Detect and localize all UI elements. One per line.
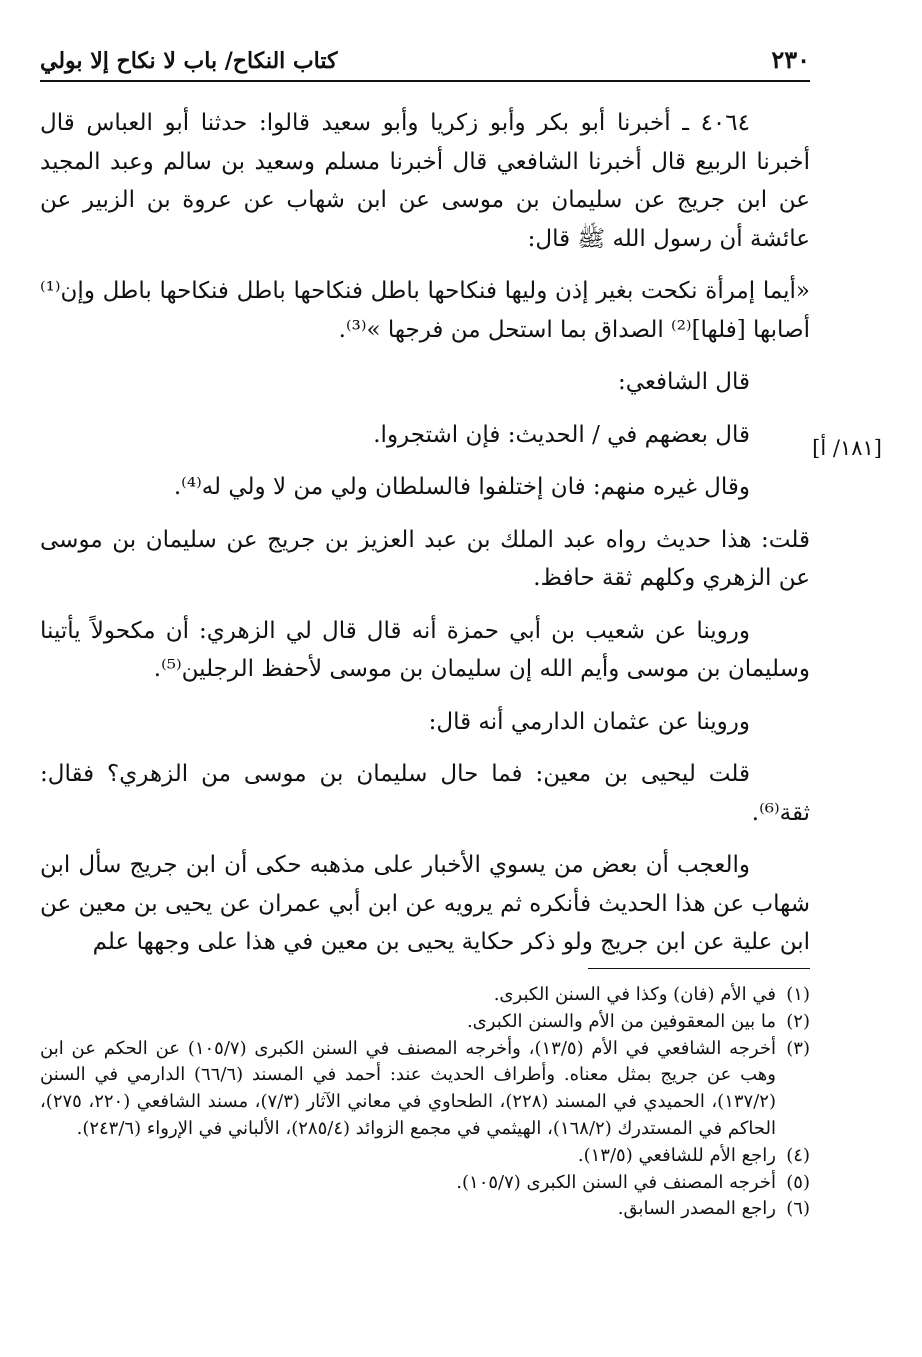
footnote-text: في الأم (فان) وكذا في السنن الكبرى. — [493, 984, 776, 1005]
footnote-2 — [40, 1009, 810, 1036]
footnotes — [40, 982, 810, 1223]
shuayb-report: وروينا عن شعيب بن أبي حمزة أنه قال قال لي الزهري: أن مكحولاً يأتينا وسليمان بن موسى وأيم الله إن سليمان بن موسى لأحفظ الرجلين⁽⁵⁾. — [40, 617, 810, 682]
footnote-1 — [40, 982, 810, 1009]
footnote-6 — [40, 1196, 810, 1223]
some-said: قال بعضهم في / الحديث: فإن اشتجروا. — [373, 421, 750, 448]
closing-paragraph: والعجب أن بعض من يسوي الأخبار على مذهبه حكى أن ابن جريج سأل ابن شهاب عن هذا الحديث فأنكره ثم يرويه عن ابن أبي عمران عن يحيى بن معين عن ابن علية عن ابن جريج ولو ذكر حكاية يحيى بن معين في هذا على وجهها علم — [40, 852, 810, 955]
page-number: ٢٣٠ — [771, 45, 810, 74]
footnote-number: (٦) — [786, 1198, 810, 1220]
footnote-5 — [40, 1170, 810, 1197]
footnote-text: أخرجه الشافعي في الأم (١٣/٥)، وأخرجه المصنف في السنن الكبرى (١٠٥/٧) عن الحكم عن ابن وهب عن جريج بمثل معناه. وأطراف الحديث عند: أحمد في المسند (٦٦/٦) الدارمي في السنن (١٣٧/٢)، الحميدي في المسند (٢٢٨)، الطحاوي في معاني الآثار (٧/٣)، مسند الشافعي (٢٢٠، ٢٧٥)، الحاكم في المستدرك (١٦٨/٢)، الهيثمي في مجمع الزوائد (٢٨٥/٤)، الألباني في الإرواء (٢٤٣/٦). — [40, 1037, 776, 1139]
footnote-divider — [588, 968, 810, 969]
main-text — [40, 104, 810, 976]
author-comment: قلت: هذا حديث رواه عبد الملك بن عبد العزيز بن جريج عن سليمان بن موسى عن الزهري وكلهم ثقة حافظ. — [40, 526, 810, 591]
footnote-text: أخرجه المصنف في السنن الكبرى (١٠٥/٧). — [456, 1171, 776, 1193]
footnote-number: (٢) — [786, 1010, 810, 1032]
others-said: وقال غيره منهم: فان إختلفوا فالسلطان ولي من لا ولي له⁽⁴⁾. — [173, 474, 750, 500]
darimi-report: وروينا عن عثمان الدارمي أنه قال: — [428, 708, 750, 735]
hadith-4064-chain: ٤٠٦٤ ـ أخبرنا أبو بكر وأبو زكريا وأبو سعيد قالوا: حدثنا أبو العباس قال أخبرنا الربيع قال أخبرنا الشافعي قال أخبرنا مسلم وسعيد بن سالم وعبد المجيد عن ابن جريج عن سليمان بن موسى عن ابن شهاب عن عروة بن الزبير عن عائشة أن رسول الله ﷺ قال: — [40, 110, 810, 252]
footnote-text: ما بين المعقوفين من الأم والسنن الكبرى. — [466, 1010, 776, 1032]
running-title: كتاب النكاح/ باب لا نكاح إلا بولي — [40, 48, 338, 74]
margin-folio-note: [١٨١/ أ] — [812, 436, 882, 460]
hadith-text: «أيما إمرأة نكحت بغير إذن وليها فنكاحها باطل فنكاحها باطل فنكاحها باطل وإن⁽¹⁾ أصابها [فلها]⁽²⁾ الصداق بما استحل من فرجها »⁽³⁾. — [40, 278, 810, 343]
ibn-maeen-quote: قلت ليحيى بن معين: فما حال سليمان بن موسى من الزهري؟ فقال: ثقة⁽⁶⁾. — [40, 761, 810, 826]
footnote-number: (٥) — [786, 1171, 810, 1193]
footnote-number: (٣) — [786, 1037, 810, 1059]
footnote-number: (١) — [786, 984, 810, 1005]
footnote-text: راجع المصدر السابق. — [617, 1198, 776, 1220]
shafii-said: قال الشافعي: — [618, 369, 750, 395]
footnote-text: راجع الأم للشافعي (١٣/٥). — [577, 1144, 776, 1166]
footnote-4 — [40, 1143, 810, 1170]
footnote-number: (٤) — [786, 1144, 810, 1166]
page-header — [40, 42, 810, 82]
footnote-3 — [40, 1036, 810, 1143]
